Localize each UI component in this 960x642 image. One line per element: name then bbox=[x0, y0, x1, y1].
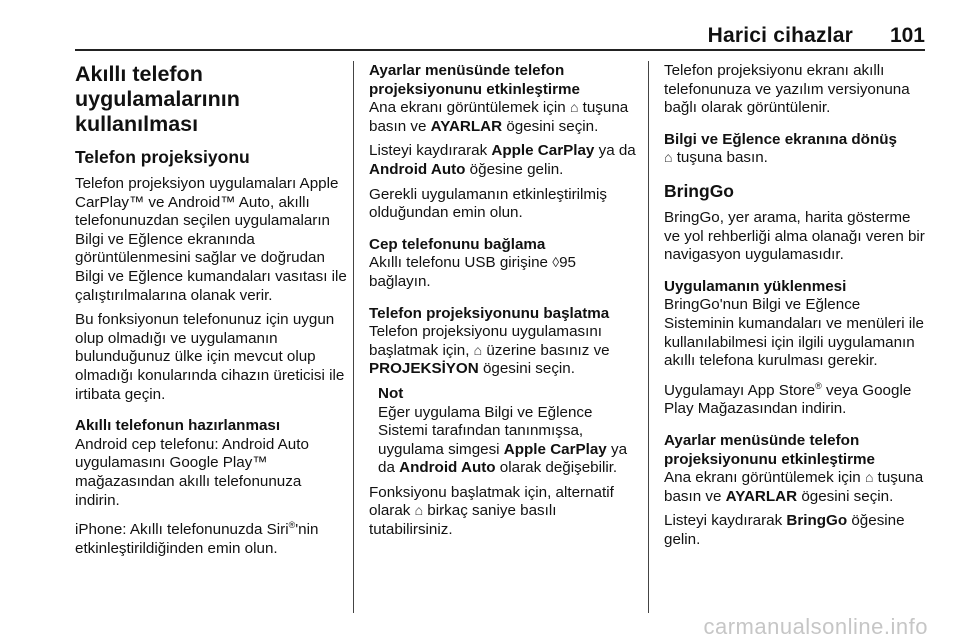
page-header bbox=[75, 24, 925, 50]
menu-item-label: AYARLAR bbox=[430, 117, 503, 135]
chapter-title: Harici cihazlar bbox=[707, 24, 853, 47]
paragraph bbox=[369, 99, 641, 136]
text-span: birkaç saniye basılı tutabilirsiniz. bbox=[369, 502, 557, 539]
menu-item-label: PROJEKSİYON bbox=[369, 360, 479, 378]
registered-mark: ® bbox=[288, 520, 296, 531]
text-span: Akıllı telefonu USB girişine bbox=[369, 254, 553, 272]
home-icon: ⌂ bbox=[569, 99, 579, 116]
section-subheading: Telefon projeksiyonu bbox=[75, 147, 250, 167]
home-icon: ⌂ bbox=[414, 502, 424, 519]
text-span: tuşuna basın. bbox=[672, 149, 768, 167]
text-span: ögesini seçin. bbox=[502, 117, 599, 135]
column-2 bbox=[369, 62, 641, 540]
paragraph: BringGo'nun Bilgi ve Eğlence Sisteminin kumandaları ve menüleri ile kullanılabilmesi için ilgili uygulamanın akıllı telefona kurulması gerekir. bbox=[664, 296, 924, 370]
text-span: ya da bbox=[378, 440, 628, 477]
text-span: Listeyi kaydırarak bbox=[664, 512, 787, 530]
paragraph bbox=[369, 142, 641, 179]
paragraph: Telefon projeksiyon uygulamaları Apple CarPlay™ ve Android™ Auto, akıllı telefonunuzdan seçilen uygulamaların Bilgi ve Eğlence ekranında görüntülenmesini sağlar ve doğrudan Bilgi ve Eğlence kumandaları vasıtası ile çalıştırılmalarına olanak verir. bbox=[75, 175, 347, 304]
watermark: carmanualsonline.info bbox=[703, 614, 928, 639]
subsection-heading: Bilgi ve Eğlence ekranına dönüş bbox=[664, 130, 897, 148]
subsection-heading: Ayarlar menüsünde telefon projeksiyonunu etkinleştirme bbox=[664, 431, 875, 468]
note-title: Not bbox=[378, 384, 404, 402]
paragraph: BringGo, yer arama, harita gösterme ve yol rehberliği alma olanağı veren bir navigasyon uygulamasıdır. bbox=[664, 208, 925, 264]
paragraph bbox=[75, 516, 347, 558]
registered-mark: ® bbox=[815, 380, 822, 391]
text-span: Eğer uygulama Bilgi ve Eğlence Sistemi tarafından tanınmışsa, uygulama simgesi bbox=[378, 403, 593, 458]
column-divider-1 bbox=[353, 61, 354, 613]
section-subheading: BringGo bbox=[664, 180, 734, 201]
text-span: Telefon projeksiyonu uygulamasını başlatmak için, bbox=[369, 323, 603, 359]
note-text bbox=[378, 404, 641, 478]
subsection-heading: Ayarlar menüsünde telefon projeksiyonunu etkinleştirme bbox=[369, 62, 580, 98]
subsection-heading: Akıllı telefonun hazırlanması bbox=[75, 417, 281, 435]
text-span: Uygulamayı App Store bbox=[664, 381, 816, 399]
note-box bbox=[369, 385, 641, 478]
text-span: Listeyi kaydırarak bbox=[369, 142, 492, 160]
text-span: ögesini seçin. bbox=[797, 487, 894, 505]
text-span: öğesine gelin. bbox=[664, 512, 905, 548]
text-span: olarak değişebilir. bbox=[495, 459, 618, 477]
paragraph: Bu fonksiyonun telefonunuz için uygun olup olmadığı ve uygulamanın bulunduğunuz ülke için mevcut olup olmadığı konularında cihazın üreticisi ile irtibata geçin. bbox=[75, 311, 345, 403]
paragraph: Android cep telefonu: Android Auto uygulamasını Google Play™ mağazasından akıllı telefonunuza indirin. bbox=[75, 435, 309, 509]
page-number: 101 bbox=[889, 24, 925, 47]
column-divider-2 bbox=[648, 61, 649, 613]
paragraph bbox=[369, 323, 641, 379]
menu-item-label: Android Auto bbox=[369, 160, 466, 178]
text-span: bağlayın. bbox=[369, 272, 431, 290]
subsection-heading: Uygulamanın yüklenmesi bbox=[664, 277, 847, 295]
text-span: iPhone: Akıllı telefonunuzda Siri bbox=[75, 521, 289, 539]
subsection-heading: Cep telefonunu bağlama bbox=[369, 235, 546, 253]
paragraph: Gerekli uygulamanın etkinleştirilmiş olduğundan emin olun. bbox=[369, 185, 608, 222]
text-span: öğesine gelin. bbox=[465, 160, 564, 178]
section-heading: Akıllı telefon uygulamalarının kullanılması bbox=[75, 62, 240, 136]
text-span: 'nin etkinleştirildiğinden emin olun. bbox=[75, 521, 319, 557]
header-rule bbox=[75, 49, 925, 51]
paragraph: Telefon projeksiyonu ekranı akıllı telefonunuza ve yazılım versiyonuna bağlı olarak görüntülenir. bbox=[664, 62, 910, 117]
text-span: ögesini seçin. bbox=[478, 360, 575, 378]
column-3 bbox=[664, 62, 926, 550]
menu-item-label: AYARLAR bbox=[725, 487, 798, 505]
column-1 bbox=[75, 62, 347, 558]
menu-item-label: BringGo bbox=[786, 512, 848, 530]
page-reference: 95 bbox=[559, 254, 577, 272]
text-span: ya da bbox=[594, 142, 636, 160]
text-span: Ana ekranı görüntülemek için bbox=[664, 469, 865, 487]
text-span: üzerine basınız ve bbox=[482, 341, 610, 359]
home-icon: ⌂ bbox=[473, 341, 483, 358]
menu-item-label: Apple CarPlay bbox=[503, 440, 607, 458]
text-span: Ana ekranı görüntülemek için bbox=[369, 99, 570, 117]
paragraph bbox=[664, 469, 926, 506]
menu-item-label: Android Auto bbox=[399, 459, 496, 477]
home-icon: ⌂ bbox=[664, 149, 673, 166]
subsection-heading: Telefon projeksiyonunu başlatma bbox=[369, 304, 610, 322]
text-span: Fonksiyonu başlatmak için, alternatif olarak bbox=[369, 483, 614, 520]
text-span: veya Google Play Mağazasından indirin. bbox=[664, 381, 912, 418]
paragraph bbox=[664, 377, 926, 419]
home-icon: ⌂ bbox=[864, 469, 874, 486]
text-span: tuşuna basın ve bbox=[664, 469, 924, 505]
text-span: tuşuna basın ve bbox=[369, 99, 629, 135]
paragraph bbox=[369, 254, 641, 291]
page-reference-icon: ◊ bbox=[552, 254, 560, 271]
paragraph bbox=[369, 484, 641, 540]
paragraph bbox=[664, 512, 926, 549]
menu-item-label: Apple CarPlay bbox=[491, 142, 595, 160]
paragraph bbox=[664, 149, 926, 168]
